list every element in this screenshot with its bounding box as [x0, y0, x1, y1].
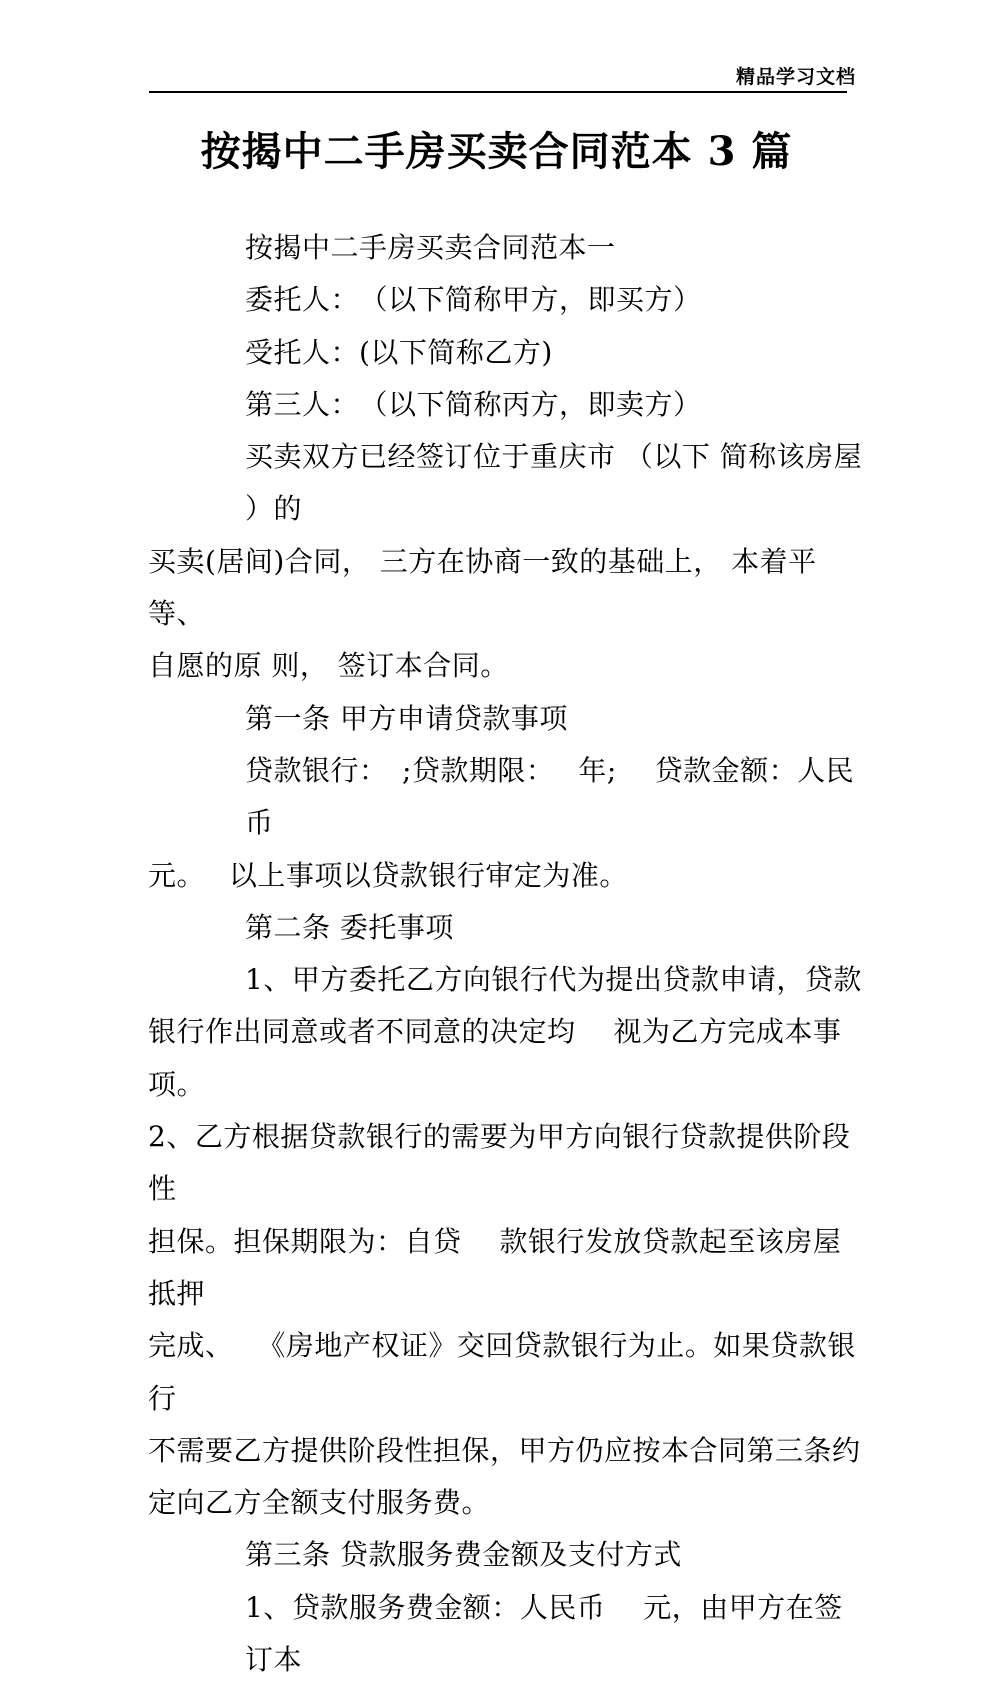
text-line: 第一条 甲方申请贷款事项 [245, 701, 568, 735]
text-line: 定向乙方全额支付服务费。 [148, 1486, 491, 1520]
text-line: 委托人： （以下简称甲方，即买方） [245, 283, 702, 317]
text-line: 按揭中二手房买卖合同范本一 [245, 231, 616, 264]
text-line: 元。 以上事项以贷款银行审定为准。 [148, 858, 628, 892]
text-line: 第三条 贷款服务费金额及支付方式 [245, 1538, 682, 1572]
text-line: 完成、 《房地产权证》交回贷款银行为止。如果贷款银行 [148, 1329, 856, 1415]
text-line: 第三人： （以下简称丙方，即卖方） [245, 387, 702, 421]
text-line: 1、贷款服务费金额：人民币 元，由甲方在签订本 [245, 1590, 843, 1677]
text-line: 1、甲方委托乙方向银行代为提出贷款申请，贷款 [245, 963, 862, 997]
text-line: 自愿的原 则， 签订本合同。 [148, 649, 509, 683]
header-rule [149, 91, 847, 93]
document-title: 按揭中二手房买卖合同范本 3 篇 [200, 128, 793, 175]
text-line: 贷款银行： ;贷款期限： 年; 贷款金额：人民币 [245, 753, 855, 840]
document-body [148, 222, 872, 1686]
header-watermark-text: 精品学习文档 [735, 66, 856, 88]
text-line: 买卖双方已经签订位于重庆市 （以下 简称该房屋 ）的 [245, 440, 872, 526]
text-line: 担保。担保期限为：自贷 款银行发放贷款起至该房屋抵押 [148, 1224, 842, 1310]
text-line: 买卖(居间)合同， 三方在协商一致的基础上， 本着平等、 [148, 544, 817, 631]
text-line: 第二条 委托事项 [245, 910, 454, 944]
text-line: 不需要乙方提供阶段性担保，甲方仍应按本合同第三条约 [148, 1433, 861, 1467]
text-line: 2、乙方根据贷款银行的需要为甲方向银行贷款提供阶段性 [148, 1120, 851, 1206]
text-line: 银行作出同意或者不同意的决定均 视为乙方完成本事项。 [148, 1015, 842, 1101]
text-line: 受托人：(以下简称乙方) [245, 335, 553, 369]
